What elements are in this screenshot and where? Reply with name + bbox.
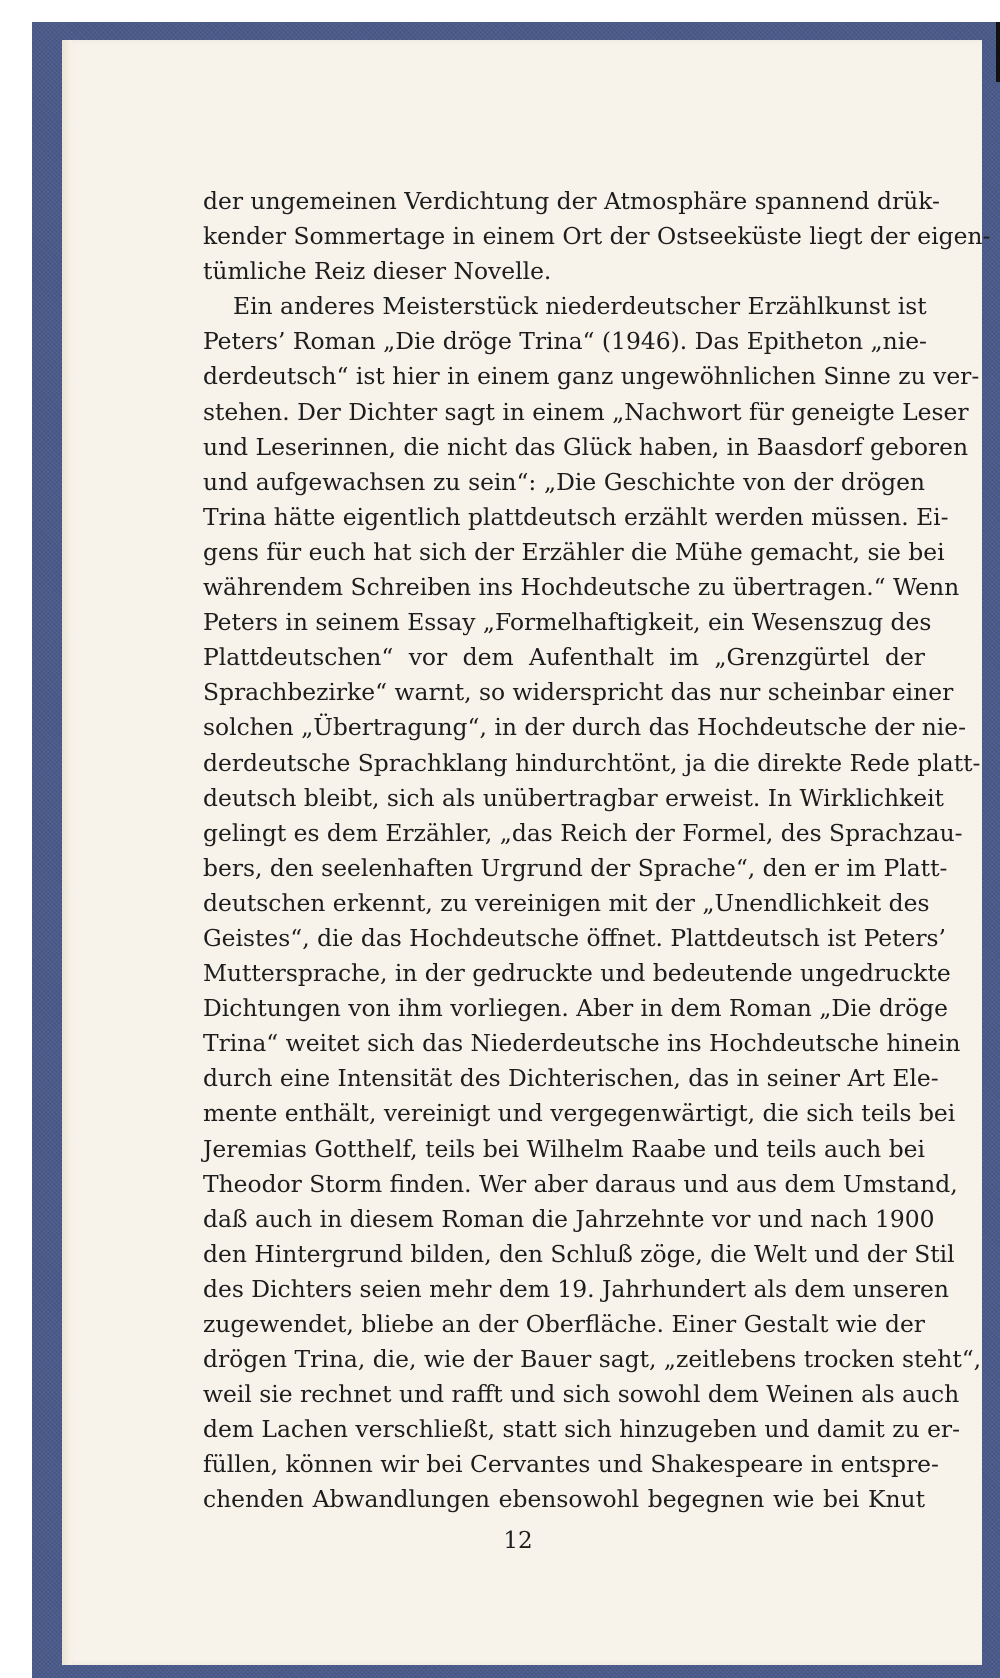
- text-line: Sprachbezirke“ warnt, so widerspricht das nur scheinbar einer: [203, 678, 954, 707]
- text-line: dem Lachen verschließt, statt sich hinzugeben und damit zu er-: [203, 1415, 961, 1444]
- page-number: 12: [503, 1528, 533, 1554]
- text-line: drögen Trina, die, wie der Bauer sagt, „zeitlebens trocken steht“,: [203, 1345, 982, 1374]
- text-line: kender Sommertage in einem Ort der Ostseeküste liegt der eigen-: [203, 222, 991, 251]
- text-line: Trina“ weitet sich das Niederdeutsche ins Hochdeutsche hinein: [203, 1029, 961, 1058]
- text-line: chenden Abwandlungen ebensowohl begegnen wie bei Knut: [203, 1485, 925, 1514]
- text-line: und Leserinnen, die nicht das Glück haben, in Baasdorf geboren: [203, 432, 969, 461]
- text-line: durch eine Intensität des Dichterischen, das in seiner Art Ele-: [203, 1064, 939, 1093]
- text-line: mente enthält, vereinigt und vergegenwärtigt, die sich teils bei: [203, 1099, 956, 1128]
- text-line: den Hintergrund bilden, den Schluß zöge, die Welt und der Stil: [203, 1239, 955, 1268]
- text-line: gens für euch hat sich der Erzähler die Mühe gemacht, sie bei: [203, 537, 945, 566]
- text-line: derdeutsche Sprachklang hindurchtönt, ja die direkte Rede platt-: [203, 748, 981, 777]
- text-line: gelingt es dem Erzähler, „das Reich der Formel, des Sprachzau-: [203, 818, 963, 847]
- book-page: [62, 40, 991, 1665]
- text-line: Peters’ Roman „Die dröge Trina“ (1946). Das Epitheton „nie-: [203, 327, 927, 356]
- text-line: derdeutsch“ ist hier in einem ganz ungewöhnlichen Sinne zu ver-: [203, 362, 980, 391]
- text-line: deutschen erkennt, zu vereinigen mit der „Unendlichkeit des: [203, 888, 930, 917]
- text-line: Ein anderes Meisterstück niederdeutscher Erzählkunst ist: [233, 292, 927, 321]
- text-line: Plattdeutschen“ vor dem Aufenthalt im „Grenzgürtel der: [203, 643, 925, 672]
- text-line: und aufgewachsen zu sein“: „Die Geschichte von der drögen: [203, 467, 925, 496]
- text-line: Theodor Storm finden. Wer aber daraus und aus dem Umstand,: [203, 1169, 958, 1198]
- text-line: tümliche Reiz dieser Novelle.: [203, 257, 552, 286]
- text-line: Trina hätte eigentlich plattdeutsch erzählt werden müssen. Ei-: [203, 502, 949, 531]
- page-gutter: [62, 40, 72, 1665]
- text-line: Muttersprache, in der gedruckte und bedeutende ungedruckte: [203, 959, 951, 988]
- text-line: des Dichters seien mehr dem 19. Jahrhundert als dem unseren: [203, 1274, 949, 1303]
- text-line: deutsch bleibt, sich als unübertragbar erweist. In Wirklichkeit: [203, 783, 944, 812]
- text-line: Dichtungen von ihm vorliegen. Aber in dem Roman „Die dröge: [203, 994, 948, 1023]
- text-line: weil sie rechnet und rafft und sich sowohl dem Weinen als auch: [203, 1380, 960, 1409]
- text-line: währendem Schreiben ins Hochdeutsche zu übertragen.“ Wenn: [203, 573, 960, 602]
- text-line: der ungemeinen Verdichtung der Atmosphäre spannend drük-: [203, 187, 940, 215]
- text-line: bers, den seelenhaften Urgrund der Sprache“, den er im Platt-: [203, 853, 948, 882]
- text-line: daß auch in diesem Roman die Jahrzehnte vor und nach 1900: [203, 1204, 935, 1233]
- text-line: stehen. Der Dichter sagt in einem „Nachwort für geneigte Leser: [203, 397, 969, 426]
- text-line: Peters in seinem Essay „Formelhaftigkeit, ein Wesenszug des: [203, 608, 932, 637]
- text-line: Jeremias Gotthelf, teils bei Wilhelm Raabe und teils auch bei: [203, 1134, 925, 1163]
- text-line: füllen, können wir bei Cervantes und Shakespeare in entspre-: [203, 1450, 939, 1479]
- text-line: solchen „Übertragung“, in der durch das Hochdeutsche der nie-: [203, 713, 967, 742]
- body-text: [203, 184, 991, 1518]
- text-line: Geistes“, die das Hochdeutsche öffnet. Plattdeutsch ist Peters’: [203, 923, 946, 952]
- cover-edge: [996, 22, 1000, 82]
- text-line: zugewendet, bliebe an der Oberfläche. Einer Gestalt wie der: [203, 1310, 925, 1338]
